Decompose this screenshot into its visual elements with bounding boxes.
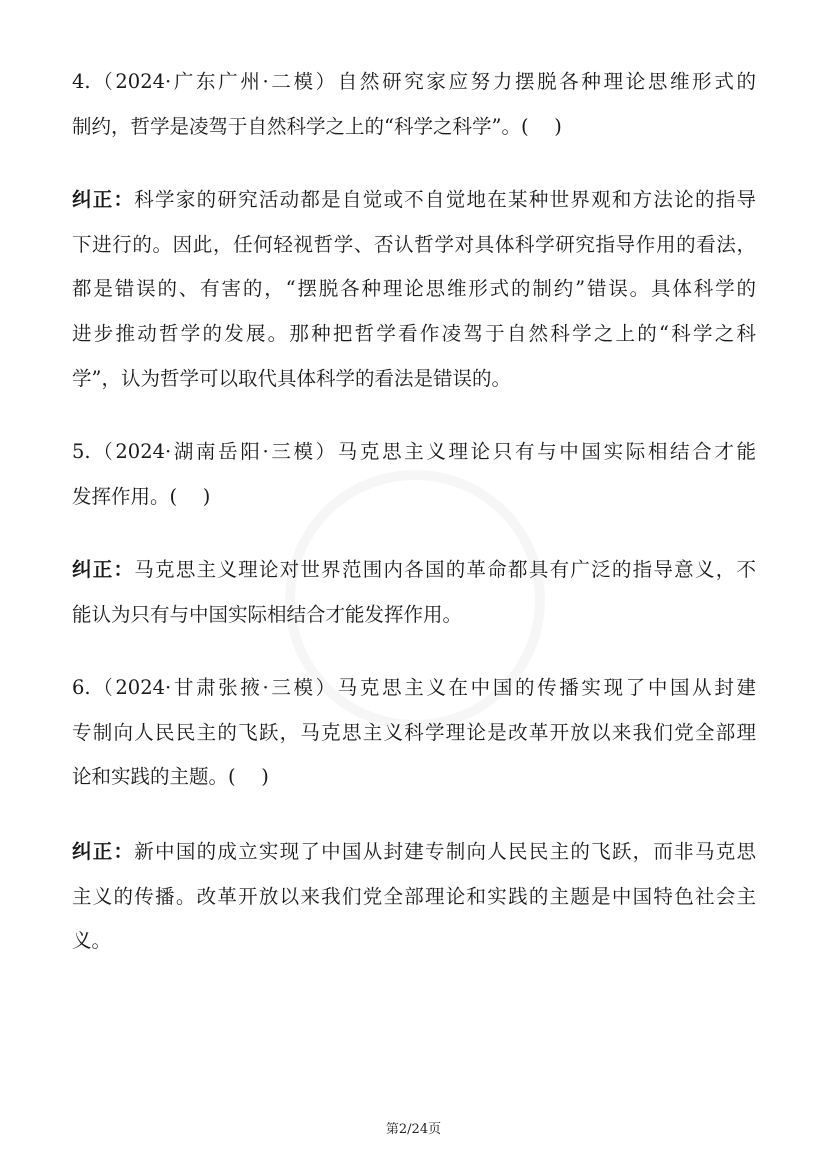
correction-line: 下进行的。因此，任何轻视哲学、否认哲学对具体科学研究指导作用的看法， [72, 232, 756, 256]
question-line: 6.（2024·甘肃张掖·三模）马克思主义在中国的传播实现了中国从封建 [72, 676, 756, 699]
question-4 [72, 60, 756, 149]
correction-label: 纠正： [72, 840, 135, 863]
correction-label: 纠正： [72, 188, 135, 211]
correction-4 [72, 178, 756, 401]
question-6 [72, 666, 756, 800]
correction-line: 科学家的研究活动都是自觉或不自觉地在某种世界观和方法论的指导 [134, 188, 756, 211]
question-5 [72, 430, 756, 519]
correction-first-line [72, 830, 756, 875]
question-line: 4.（2024·广东广州·二模）自然研究家应努力摆脱各种理论思维形式的 [72, 70, 756, 93]
correction-line: 都是错误的、有害的，“摆脱各种理论思维形式的制约”错误。具体科学的 [72, 277, 756, 301]
correction-line: 新中国的成立实现了中国从封建专制向人民民主的飞跃，而非马克思 [134, 840, 756, 863]
page-number: 第2/24页 [385, 1122, 442, 1137]
correction-line: 主义的传播。改革开放以来我们党全部理论和实践的主题是中国特色社会主 [72, 884, 756, 908]
correction-line: 进步推动哲学的发展。那种把哲学看作凌驾于自然科学之上的“科学之科 [72, 322, 756, 346]
question-line: 制约，哲学是凌驾于自然科学之上的“科学之科学”。( ) [72, 114, 562, 138]
correction-label: 纠正： [72, 558, 135, 581]
question-line: 5.（2024·湖南岳阳·三模）马克思主义理论只有与中国实际相结合才能 [72, 440, 756, 463]
question-line: 发挥作用。( ) [72, 484, 211, 508]
correction-line: 学”，认为哲学可以取代具体科学的看法是错误的。 [72, 366, 511, 390]
question-line: 专制向人民民主的飞跃，马克思主义科学理论是改革开放以来我们党全部理 [72, 720, 756, 744]
correction-6 [72, 830, 756, 964]
correction-line: 义。 [72, 929, 112, 953]
question-line: 论和实践的主题。( ) [72, 765, 269, 789]
correction-first-line [72, 178, 756, 223]
correction-5 [72, 548, 756, 637]
correction-line: 马克思主义理论对世界范围内各国的革命都具有广泛的指导意义，不 [134, 558, 756, 581]
correction-line: 能认为只有与中国实际相结合才能发挥作用。 [72, 602, 463, 626]
correction-first-line [72, 548, 756, 593]
